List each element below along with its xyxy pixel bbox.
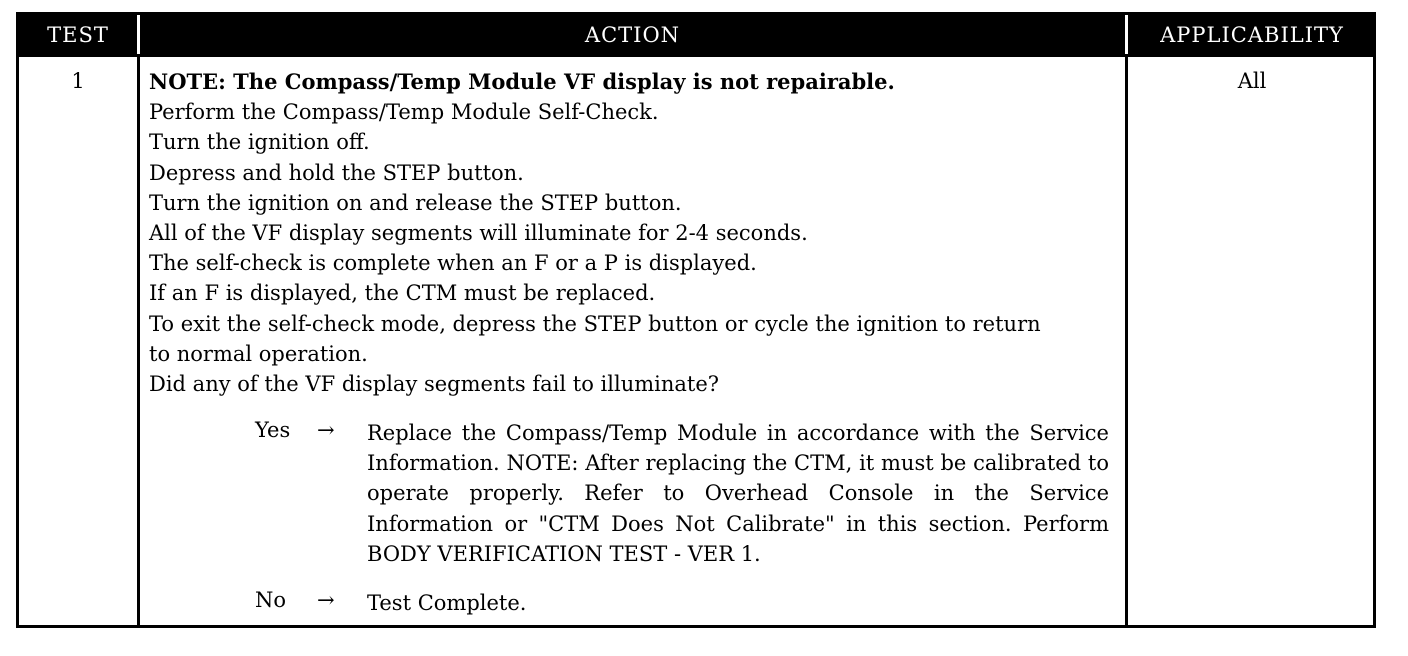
diagnostic-table: [16, 12, 1376, 628]
response-label: No: [255, 588, 287, 612]
step-line: Depress and hold the STEP button.: [149, 160, 524, 185]
response-label: Yes: [255, 418, 291, 442]
header-divider: [19, 54, 1373, 57]
response-text: Replace the Compass/Temp Module in accordance with the Service Information. NOTE: After replacing the CTM, it must be calibrated to operate properly. Refer to Overhead Console in the Service Information or "CTM Does Not Calibrate" in this section. Perform BODY VERIFICATION TEST - VER 1.: [367, 421, 1109, 566]
arrow-right-icon: →: [317, 418, 335, 442]
step-line: To exit the self-check mode, depress the STEP button or cycle the ignition to return: [149, 311, 1041, 336]
header-applicability: APPLICABILITY: [1128, 15, 1376, 54]
response-text: Test Complete.: [367, 591, 527, 615]
step-line: to normal operation.: [149, 341, 368, 366]
step-line: Perform the Compass/Temp Module Self-Check.: [149, 100, 659, 125]
step-line: If an F is displayed, the CTM must be replaced.: [149, 281, 656, 306]
header-test: TEST: [19, 15, 137, 54]
applicability-value: All: [1237, 69, 1267, 93]
step-line: Turn the ignition off.: [149, 130, 370, 155]
note-text: NOTE: The Compass/Temp Module VF display is not repairable.: [149, 69, 895, 94]
step-line: Turn the ignition on and release the STEP button.: [149, 190, 682, 215]
column-divider-1: [137, 54, 140, 625]
question-line: Did any of the VF display segments fail to illuminate?: [149, 372, 720, 397]
step-line: The self-check is complete when an F or a P is displayed.: [149, 251, 757, 276]
step-line: All of the VF display segments will illuminate for 2-4 seconds.: [149, 221, 808, 246]
header-action: ACTION: [140, 15, 1125, 54]
column-divider-2: [1125, 54, 1128, 625]
arrow-right-icon: →: [317, 588, 335, 612]
test-number: 1: [71, 69, 85, 93]
action-cell: [149, 67, 1121, 399]
